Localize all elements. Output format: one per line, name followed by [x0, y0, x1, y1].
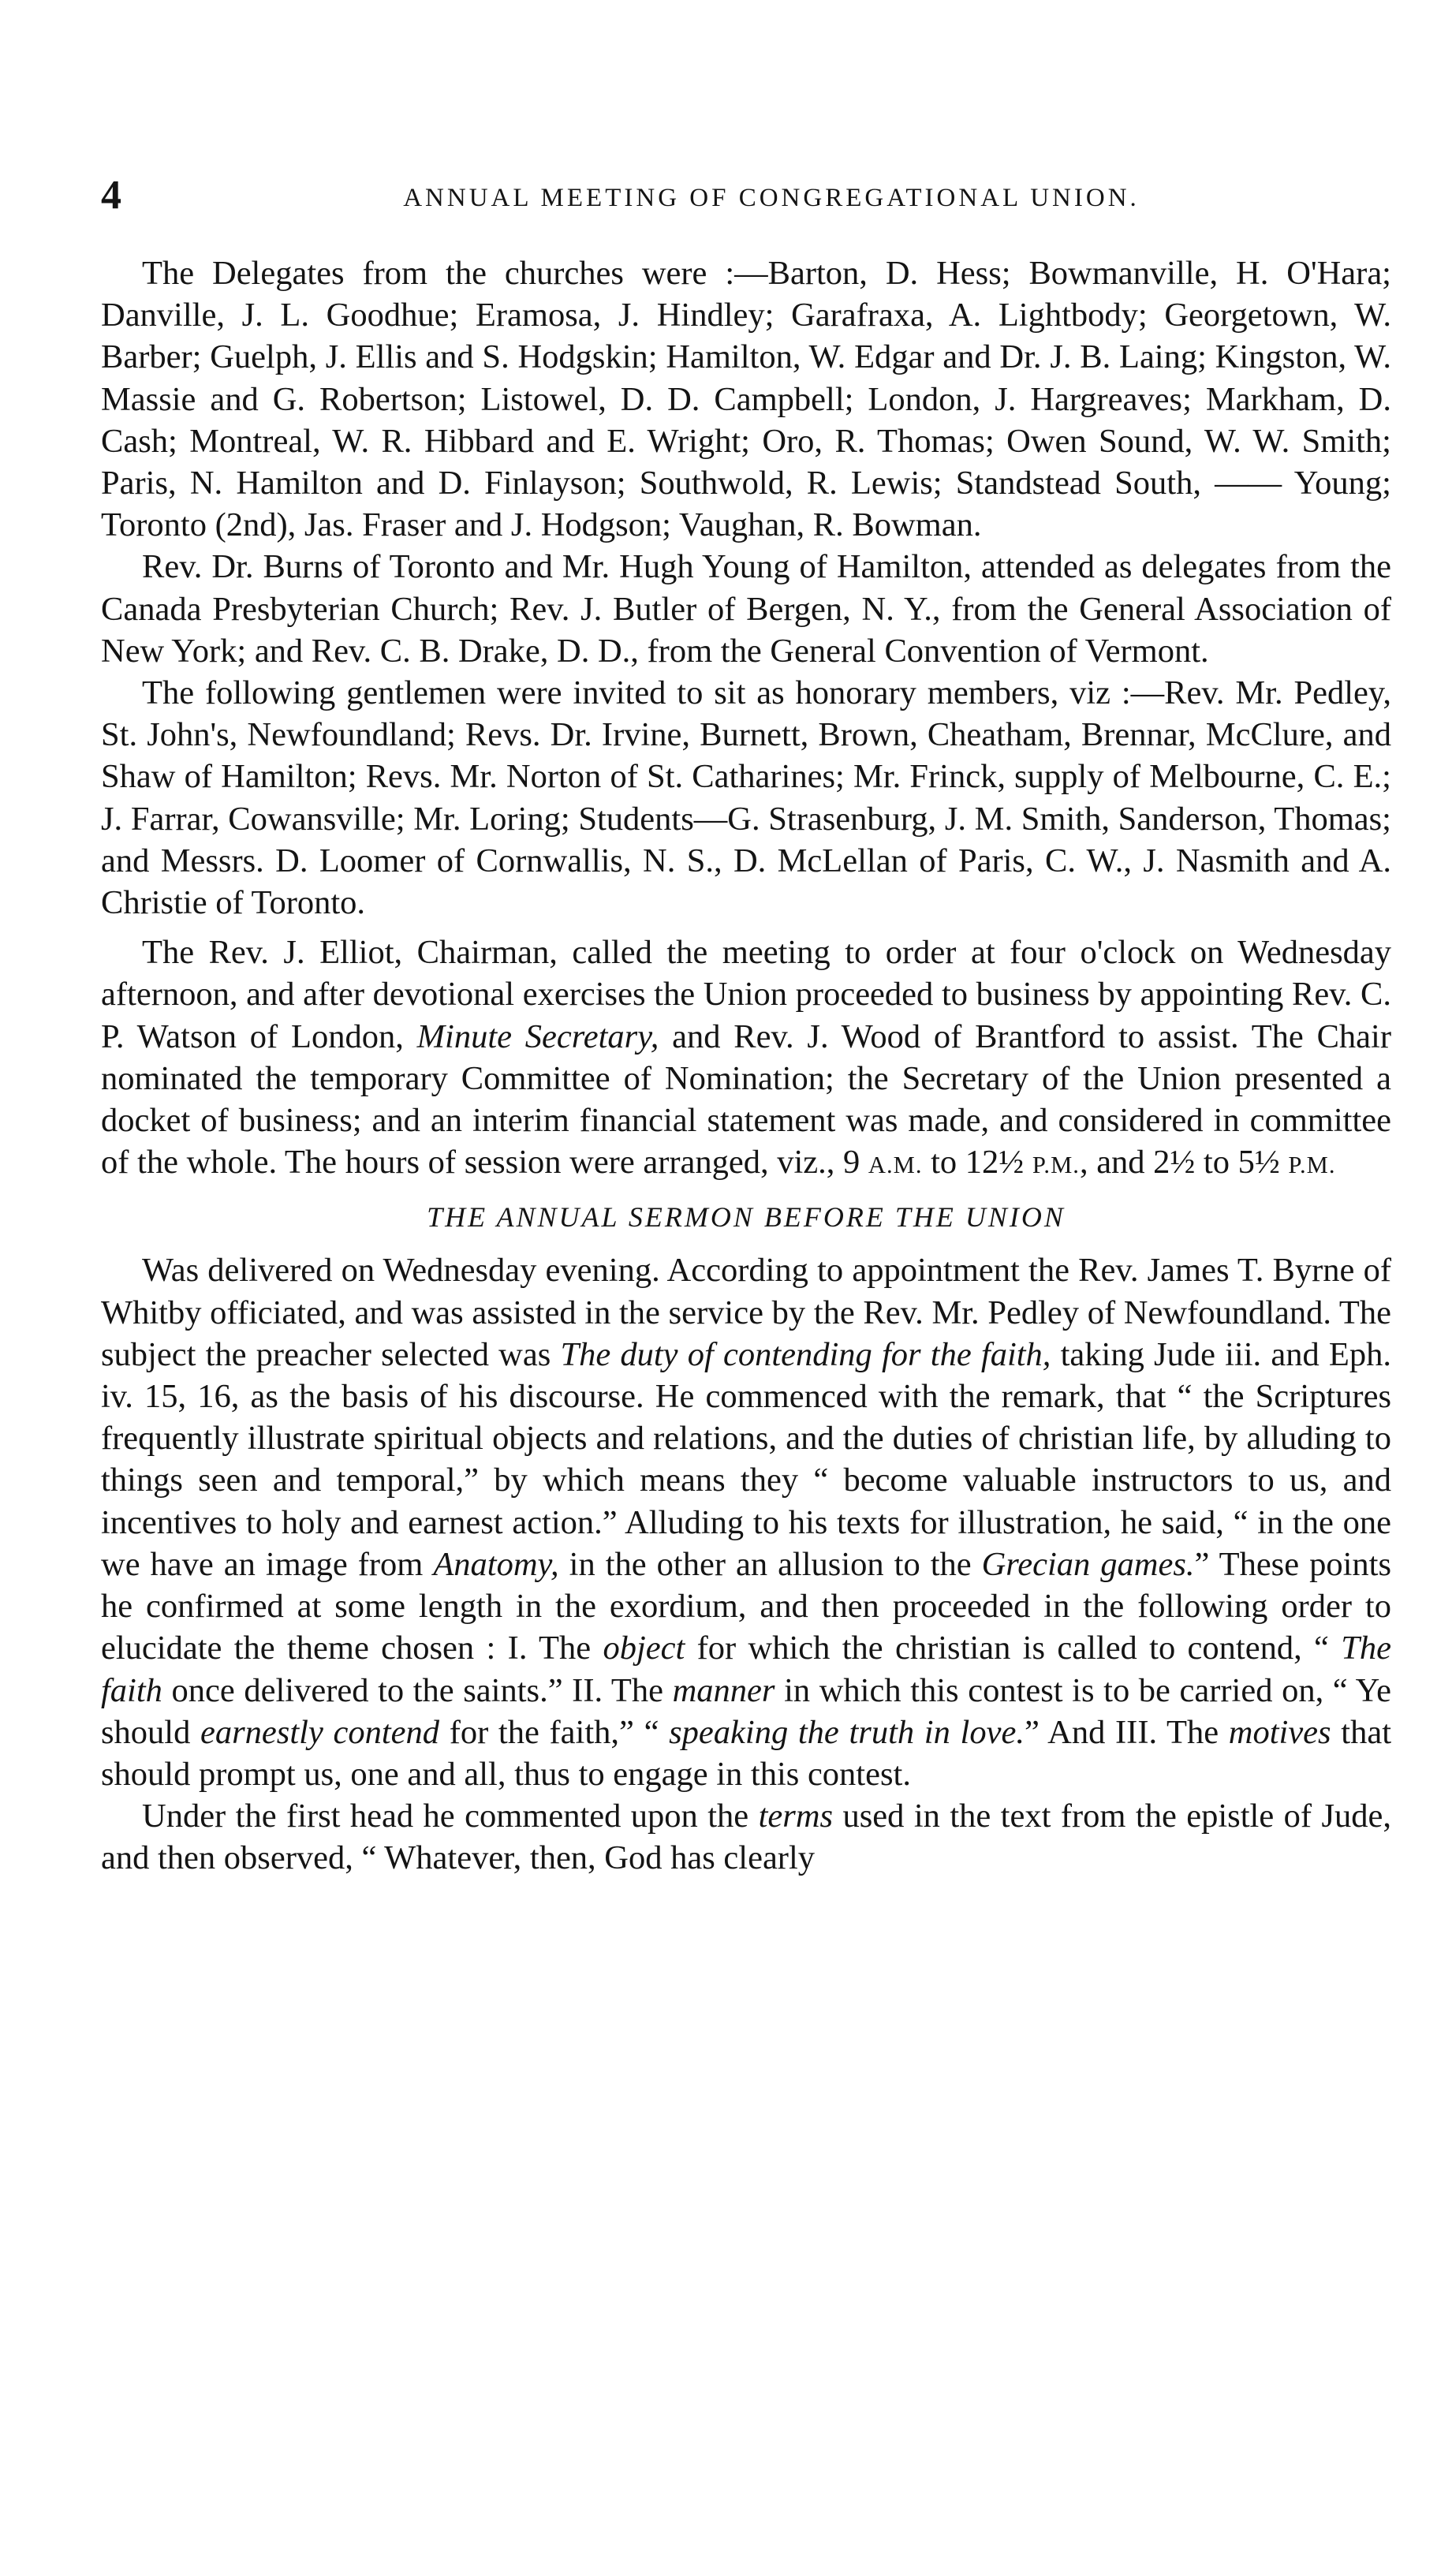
paragraph-honorary-members: The following gentlemen were invited to sit as honorary members, viz :—Rev. Mr. Pedley, St. John's, Newfoundland; Revs. Dr. Irvine, Burnett, Brown, Cheatham, Brennar, McClure, and Shaw of Hamilton; Revs. Mr. Norton of St. Catharines; Mr. Frinck, supply of Melbourne, C. E.; J. Farrar, Cowansville; Mr. Loring; Students—G. Strasenburg, J. M. Smith, Sanderson, Thomas; and Messrs. D. Loomer of Cornwallis, N. S., D. McLellan of Paris, C. W., J. Nasmith and A. Christie of Toronto. [101, 674, 1391, 922]
italic-text: object [603, 1630, 685, 1667]
text-run: and Rev. J. Wood of Brantford to assist. The Chair nominated the temporary Committee of Nomination; the Secretary of the Union presented a docket of business; and an interim financial statement was made, and considered in committee of the whole. The hours of session were arranged, viz., 9 [101, 1017, 1391, 1182]
paragraph-annual-sermon [101, 1249, 1391, 1795]
paragraph-meeting-opened [101, 931, 1391, 1186]
italic-text: Minute Secretary, [416, 1017, 659, 1055]
text-run: in the other an allusion to the [558, 1545, 982, 1583]
text-run: for which the christian is called to contend, “ [685, 1630, 1342, 1667]
paragraph-first-head [101, 1795, 1391, 1879]
italic-text: motives [1228, 1713, 1331, 1751]
page-number: 4 [101, 173, 121, 218]
body-text [101, 252, 1391, 1880]
text-run: that should prompt us, one and all, thus to engage in this contest. [101, 1713, 1391, 1793]
italic-text: The faith [101, 1630, 1391, 1709]
section-heading: THE ANNUAL SERMON BEFORE THE UNION [427, 1201, 1066, 1234]
italic-text: The duty of contending for the faith, [560, 1335, 1051, 1373]
italic-text: manner [672, 1671, 775, 1709]
text-run: once delivered to the saints.” II. The [162, 1671, 673, 1709]
italic-text: speaking the truth in love. [669, 1713, 1025, 1751]
text-run: to 12½ [922, 1144, 1032, 1182]
small-caps-text: A.M. [868, 1152, 923, 1179]
text-run: taking Jude iii. and Eph. iv. 15, 16, as the basis of his discourse. He commenced with the remark, that “ the Scriptures frequently illustrate spiritual objects and relations, and the duties of christian life, by alluding to things seen and temporal,” by which means they “ become valuable instructors to us, and incentives to holy and earnest action.” Alluding to his texts for illustration, he said, “ in the one we have an image from [101, 1335, 1391, 1583]
page-header [101, 172, 1394, 219]
text-run: in which this contest is to be carried on, “ Ye should [101, 1671, 1391, 1751]
text-run: Was delivered on Wednesday evening. According to appointment the Rev. James T. Byrne of Whitby officiated, and was assisted in the service by the Rev. Mr. Pedley of Newfoundland. The subject the preacher selected was [101, 1252, 1391, 1373]
italic-text: Grecian games. [981, 1545, 1195, 1583]
italic-text: terms [758, 1798, 834, 1835]
text-run: Under the first head he commented upon the [142, 1798, 759, 1835]
text-run: , and 2½ to 5½ [1079, 1144, 1289, 1182]
text-run: ” These points he confirmed at some length in the exordium, and then proceeded in the following order to elucidate the theme chosen : I. The [101, 1545, 1391, 1667]
paragraph-presbyterian-delegates: Rev. Dr. Burns of Toronto and Mr. Hugh Young of Hamilton, attended as delegates from the Canada Presbyterian Church; Rev. J. Butler of Bergen, N. Y., from the General Association of New York; and Rev. C. B. Drake, D. D., from the General Convention of Vermont. [101, 548, 1391, 670]
text-run: used in the text from the epistle of Jude, and then observed, “ Whatever, then, God has clearly [101, 1798, 1391, 1877]
small-caps-text: P.M. [1288, 1152, 1336, 1179]
text-run: The Rev. J. Elliot, Chairman, called the meeting to order at four o'clock on Wednesday afternoon, and after devotional exercises the Union proceeded to business by appointing Rev. C. P. Watson of London, [101, 934, 1391, 1055]
italic-text: Anatomy, [433, 1545, 559, 1583]
running-title: ANNUAL MEETING OF CONGREGATIONAL UNION. [403, 184, 1140, 212]
italic-text: earnestly contend [200, 1713, 440, 1751]
text-run: ” And III. The [1024, 1713, 1229, 1751]
paragraph-delegates: The Delegates from the churches were :—Barton, D. Hess; Bowmanville, H. O'Hara; Danville, J. L. Goodhue; Eramosa, J. Hindley; Garafraxa, A. Lightbody; Georgetown, W. Barber; Guelph, J. Ellis and S. Hodgskin; Hamilton, W. Edgar and Dr. J. B. Laing; Kingston, W. Massie and G. Robertson; Listowel, D. D. Campbell; London, J. Hargreaves; Markham, D. Cash; Montreal, W. R. Hibbard and E. Wright; Oro, R. Thomas; Owen Sound, W. W. Smith; Paris, N. Hamilton and D. Finlayson; Southwold, R. Lewis; Standstead South, —— Young; Toronto (2nd), Jas. Fraser and J. Hodgson; Vaughan, R. Bowman. [101, 255, 1391, 544]
small-caps-text: P.M. [1032, 1152, 1080, 1179]
text-run: for the faith,” “ [439, 1713, 670, 1751]
